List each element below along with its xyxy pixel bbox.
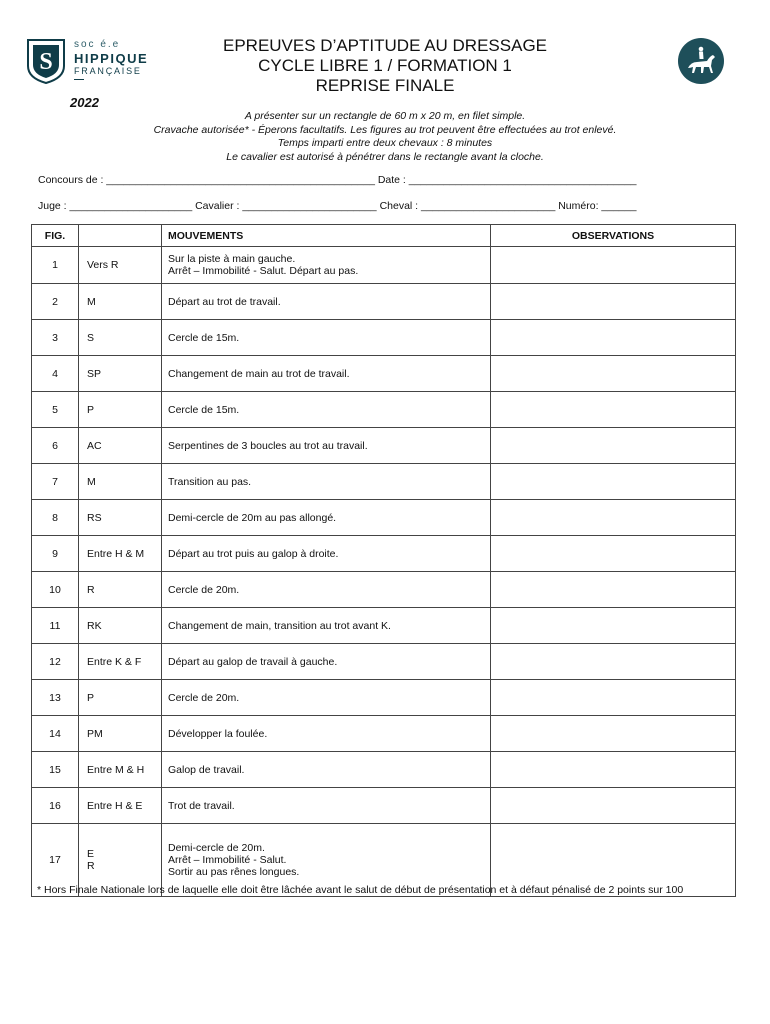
- movement-text: Cercle de 15m.: [162, 392, 491, 428]
- fig-position: PM: [79, 716, 162, 752]
- fig-number: 1: [32, 247, 79, 284]
- fig-position: Vers R: [79, 247, 162, 284]
- movements-table: [31, 224, 736, 897]
- logo-text-line1: soc é.e: [74, 39, 121, 50]
- fig-number: 14: [32, 716, 79, 752]
- fig-number: 10: [32, 572, 79, 608]
- intro-line1: A présenter sur un rectangle de 60 m x 20 m, en filet simple.: [244, 110, 526, 122]
- table-row: [32, 536, 736, 572]
- fig-position: R: [79, 572, 162, 608]
- observation-cell[interactable]: [491, 572, 736, 608]
- movement-text: Trot de travail.: [162, 788, 491, 824]
- fig-position: Entre M & H: [79, 752, 162, 788]
- title-line2: CYCLE LIBRE 1 / FORMATION 1: [258, 56, 512, 75]
- fig-position: E R: [79, 824, 162, 897]
- header-fig: FIG.: [32, 225, 79, 247]
- table-row: [32, 608, 736, 644]
- instructions: [60, 110, 710, 164]
- fig-position: Entre H & M: [79, 536, 162, 572]
- movement-text: Changement de main au trot de travail.: [162, 356, 491, 392]
- table-row: [32, 320, 736, 356]
- fig-position: M: [79, 284, 162, 320]
- observation-cell[interactable]: [491, 536, 736, 572]
- fig-number: 4: [32, 356, 79, 392]
- fig-number: 2: [32, 284, 79, 320]
- table-row: [32, 644, 736, 680]
- observation-cell[interactable]: [491, 500, 736, 536]
- footnote: * Hors Finale Nationale lors de laquelle elle doit être lâchée avant le salut de début de présentation et à défaut pénalisé de 2 points sur 100: [37, 884, 684, 896]
- table-row: [32, 788, 736, 824]
- observation-cell[interactable]: [491, 320, 736, 356]
- fig-number: 3: [32, 320, 79, 356]
- fig-number: 8: [32, 500, 79, 536]
- table-row: [32, 428, 736, 464]
- table-row: [32, 392, 736, 428]
- table-row: [32, 752, 736, 788]
- observation-cell[interactable]: [491, 247, 736, 284]
- movement-text: Cercle de 15m.: [162, 320, 491, 356]
- table-row: [32, 680, 736, 716]
- fig-position: AC: [79, 428, 162, 464]
- movement-text: Sur la piste à main gauche. Arrêt – Immobilité - Salut. Départ au pas.: [162, 247, 491, 284]
- fig-number: 13: [32, 680, 79, 716]
- fig-number: 15: [32, 752, 79, 788]
- movement-text: Galop de travail.: [162, 752, 491, 788]
- document-title: [140, 36, 630, 96]
- intro-line4: Le cavalier est autorisé à pénétrer dans le rectangle avant la cloche.: [226, 150, 544, 163]
- observation-cell[interactable]: [491, 428, 736, 464]
- fig-position: M: [79, 464, 162, 500]
- header-observations: OBSERVATIONS: [491, 225, 736, 247]
- logo-text-line3: FRANÇAISE: [74, 66, 142, 76]
- fig-number: 16: [32, 788, 79, 824]
- concours-date-line[interactable]: Concours de : ______________________________________________ Date : _______________________________________: [38, 174, 637, 186]
- movement-text: Transition au pas.: [162, 464, 491, 500]
- fig-number: 17: [32, 824, 79, 897]
- juge-cavalier-cheval-line[interactable]: Juge : _____________________ Cavalier : _______________________ Cheval : _______________________ Numéro: ______: [38, 200, 637, 212]
- observation-cell[interactable]: [491, 356, 736, 392]
- title-line1: EPREUVES D’APTITUDE AU DRESSAGE: [222, 36, 548, 55]
- logo-text-line2: HIPPIQUE: [74, 51, 149, 66]
- observation-cell[interactable]: [491, 464, 736, 500]
- observation-cell[interactable]: [491, 284, 736, 320]
- fig-position: Entre H & E: [79, 788, 162, 824]
- observation-cell[interactable]: [491, 680, 736, 716]
- fig-position: RS: [79, 500, 162, 536]
- table-row: [32, 500, 736, 536]
- table-row: [32, 284, 736, 320]
- fig-position: S: [79, 320, 162, 356]
- header-position: [79, 225, 162, 247]
- movement-text: Départ au trot de travail.: [162, 284, 491, 320]
- fig-position: P: [79, 680, 162, 716]
- fig-number: 12: [32, 644, 79, 680]
- observation-cell[interactable]: [491, 608, 736, 644]
- fig-position: SP: [79, 356, 162, 392]
- movement-text: Changement de main, transition au trot avant K.: [162, 608, 491, 644]
- header-mouvements: MOUVEMENTS: [162, 225, 491, 247]
- intro-line2: Cravache autorisée* - Éperons facultatifs. Les figures au trot peuvent être effectuées au trot enlevé.: [153, 123, 617, 136]
- observation-cell[interactable]: [491, 392, 736, 428]
- movement-text: Cercle de 20m.: [162, 680, 491, 716]
- fig-number: 11: [32, 608, 79, 644]
- horse-rider-icon: [677, 37, 725, 85]
- movement-text: Départ au trot puis au galop à droite.: [162, 536, 491, 572]
- movement-text: Départ au galop de travail à gauche.: [162, 644, 491, 680]
- fig-position: Entre K & F: [79, 644, 162, 680]
- movement-text: Développer la foulée.: [162, 716, 491, 752]
- observation-cell[interactable]: [491, 644, 736, 680]
- fig-number: 7: [32, 464, 79, 500]
- intro-line3: Temps imparti entre deux chevaux : 8 minutes: [277, 137, 493, 149]
- fig-number: 9: [32, 536, 79, 572]
- fig-position: RK: [79, 608, 162, 644]
- observation-cell[interactable]: [491, 752, 736, 788]
- fig-number: 5: [32, 392, 79, 428]
- table-row: [32, 716, 736, 752]
- table-row: [32, 356, 736, 392]
- year-label: 2022: [70, 95, 99, 110]
- table-row: [32, 572, 736, 608]
- logo-dash: [74, 79, 84, 80]
- title-line3: REPRISE FINALE: [315, 76, 455, 95]
- movement-text: Demi-cercle de 20m au pas allongé.: [162, 500, 491, 536]
- observation-cell[interactable]: [491, 788, 736, 824]
- observation-cell[interactable]: [491, 716, 736, 752]
- movement-text: Serpentines de 3 boucles au trot au travail.: [162, 428, 491, 464]
- fig-position: P: [79, 392, 162, 428]
- movement-text: Cercle de 20m.: [162, 572, 491, 608]
- shield-logo-icon: [26, 38, 66, 84]
- table-header-row: [32, 225, 736, 247]
- movement-text: Demi-cercle de 20m. Arrêt – Immobilité - Salut. Sortir au pas rênes longues.: [162, 824, 491, 897]
- table-row: [32, 247, 736, 284]
- table-row: [32, 464, 736, 500]
- fig-number: 6: [32, 428, 79, 464]
- svg-text:S: S: [39, 49, 53, 75]
